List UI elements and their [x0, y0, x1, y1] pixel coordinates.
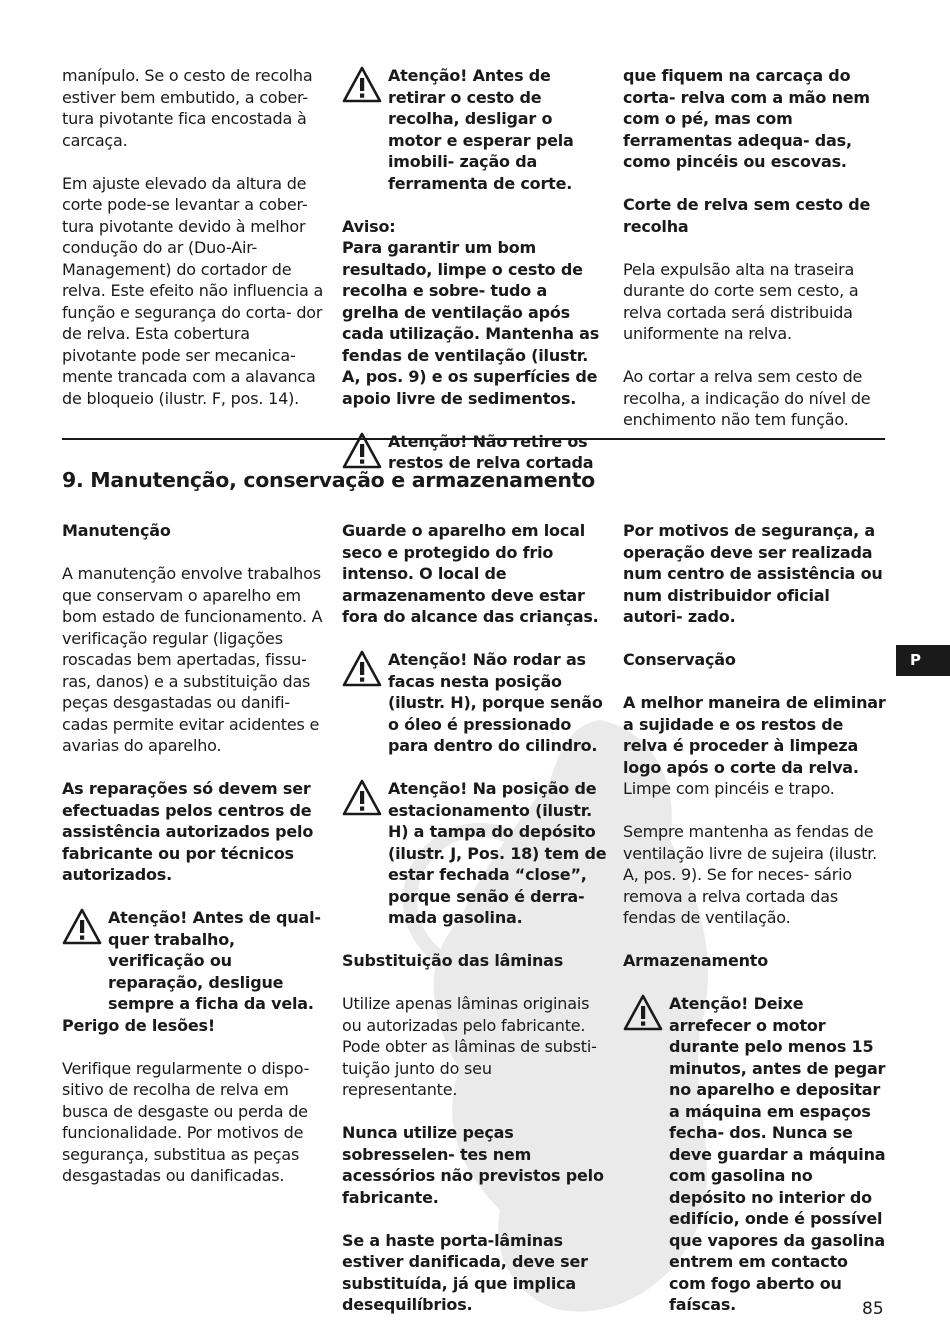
- warning-triangle-icon: [342, 66, 382, 104]
- paragraph: Por motivos de segurança, a operação deve ser realizada num centro de assistência ou num distribuidor oficial autori- zado.: [623, 521, 883, 626]
- aviso-title: Aviso:: [342, 216, 396, 236]
- paragraph: Se a haste porta-lâminas estiver danificada, deve ser substituída, já que implica desequilíbrios.: [342, 1230, 588, 1314]
- warning-text: Atenção! Na posição de estacionamento (ilustr. H) a tampa do depósito (ilustr. J, Pos. 18) tem de estar fechada “close”, porque senão é derra- mada gasolina.: [388, 779, 607, 927]
- paragraph: A manutenção envolve trabalhos que conservam o aparelho em bom estado de funcionamento. A verificação regular (ligações roscadas bem apertadas, fissu- ras, danos) e a substituição das peças desgastadas ou danifi- cadas permite evitar acidentes e avarias do aparelho.: [62, 564, 323, 755]
- warning-notice: [342, 778, 608, 929]
- warning-notice: [342, 65, 608, 194]
- warning-text: Atenção! Não rodar as facas nesta posição (ilustr. H), porque senão o óleo é pressionado para dentro do cilindro.: [388, 650, 603, 755]
- section-column-1: [62, 520, 328, 1208]
- warning-notice: [342, 649, 608, 757]
- warning-triangle-icon: [342, 650, 382, 688]
- subheading: Substituição das lâminas: [342, 951, 564, 970]
- paragraph: Pela expulsão alta na traseira durante do corte sem cesto, a relva cortada será distribuida uniformente na relva.: [623, 259, 859, 343]
- subheading: Manutenção: [62, 521, 171, 540]
- warning-text: Atenção! Deixe arrefecer o motor durante pelo menos 15 minutos, antes de pegar no aparelho e depositar a máquina em espaços fecha- dos. Nunca se deve guardar a máquina com gasolina no depósito no interior do edifício, onde é possível que vapores da gasolina entrem em contacto com fogo aberto ou faíscas.: [669, 994, 886, 1314]
- top-column-1: [62, 65, 328, 431]
- paragraph: Em ajuste elevado da altura de corte pode-se levantar a cober- tura pivotante devido à melhor condução do ar (Duo-Air- Management) do cortador de relva. Este efeito não influencia a função e segurança do corta- dor de relva. Esta cobertura pivotante pode ser mecanica- mente trancada com a alavanca de bloqueio (ilustr. F, pos. 14).: [62, 173, 324, 408]
- paragraph: manípulo. Se o cesto de recolha estiver bem embutido, a cober- tura pivotante fica encostada à carcaça.: [62, 66, 313, 150]
- warning-triangle-icon: [623, 994, 663, 1032]
- warning-text: Atenção! Não retire os restos de relva cortada: [388, 431, 594, 472]
- warning-triangle-icon: [62, 908, 102, 946]
- warning-text: Atenção! Antes de retirar o cesto de recolha, desligar o motor e esperar pela imobili- zação da ferramenta de corte.: [388, 66, 574, 193]
- paragraph: Sempre mantenha as fendas de ventilação livre de sujeira (ilustr. A, pos. 9). Se for neces- sário remova a relva cortada das fendas de ventilação.: [623, 822, 878, 927]
- paragraph: As reparações só devem ser efectuadas pelos centros de assistência autorizados pelo fabricante ou por técnicos autorizados.: [62, 779, 314, 884]
- subheading: Conservação: [623, 650, 736, 669]
- warning-extra: Perigo de lesões!: [62, 1015, 215, 1035]
- subheading: Armazenamento: [623, 951, 769, 970]
- warning-notice: [623, 993, 889, 1316]
- warning-notice: [62, 907, 328, 1015]
- paragraph: Ao cortar a relva sem cesto de recolha, a indicação do nível de enchimento não tem função.: [623, 367, 871, 429]
- paragraph: que fiquem na carcaça do corta- relva com a mão nem com o pé, mas com ferramentas adequa- das, como pincéis ou escovas.: [623, 66, 870, 171]
- paragraph: Utilize apenas lâminas originais ou autorizadas pelo fabricante. Pode obter as lâminas de substi- tuição junto do seu representante.: [342, 994, 597, 1099]
- top-column-2: [342, 65, 608, 495]
- warning-triangle-icon: [342, 779, 382, 817]
- paragraph: Limpe com pincéis e trapo.: [623, 779, 835, 798]
- section-divider: [62, 438, 885, 440]
- subheading: Corte de relva sem cesto de recolha: [623, 195, 871, 236]
- top-column-3: [623, 65, 889, 452]
- aviso-text: Para garantir um bom resultado, limpe o cesto de recolha e sobre- tudo a grelha de ventilação após cada utilização. Mantenha as fendas de ventilação (ilustr. A, pos. 9) e os superfícies de apoio livre de sedimentos.: [342, 238, 600, 408]
- paragraph: Guarde o aparelho em local seco e protegido do frio intenso. O local de armazenamento deve estar fora do alcance das crianças.: [342, 521, 599, 626]
- paragraph: Verifique regularmente o dispo- sitivo de recolha de relva em busca de desgaste ou perda de funcionalidade. Por motivos de segurança, substitua as peças desgastadas ou danificadas.: [62, 1058, 310, 1185]
- paragraph: A melhor maneira de eliminar a sujidade e os restos de relva é proceder à limpeza logo após o corte da relva.: [623, 693, 886, 777]
- paragraph: Nunca utilize peças sobresselen- tes nem acessórios não previstos pelo fabricante.: [342, 1123, 604, 1207]
- warning-text: Atenção! Antes de qual- quer trabalho, verificação ou reparação, desligue sempre a ficha da vela.: [108, 908, 321, 1013]
- page-number: 85: [862, 1299, 884, 1319]
- section-column-2: [342, 520, 608, 1337]
- language-tab: P: [896, 645, 950, 676]
- section-column-3: [623, 520, 889, 1337]
- section-heading: 9. Manutenção, conservação e armazenamento: [62, 468, 595, 492]
